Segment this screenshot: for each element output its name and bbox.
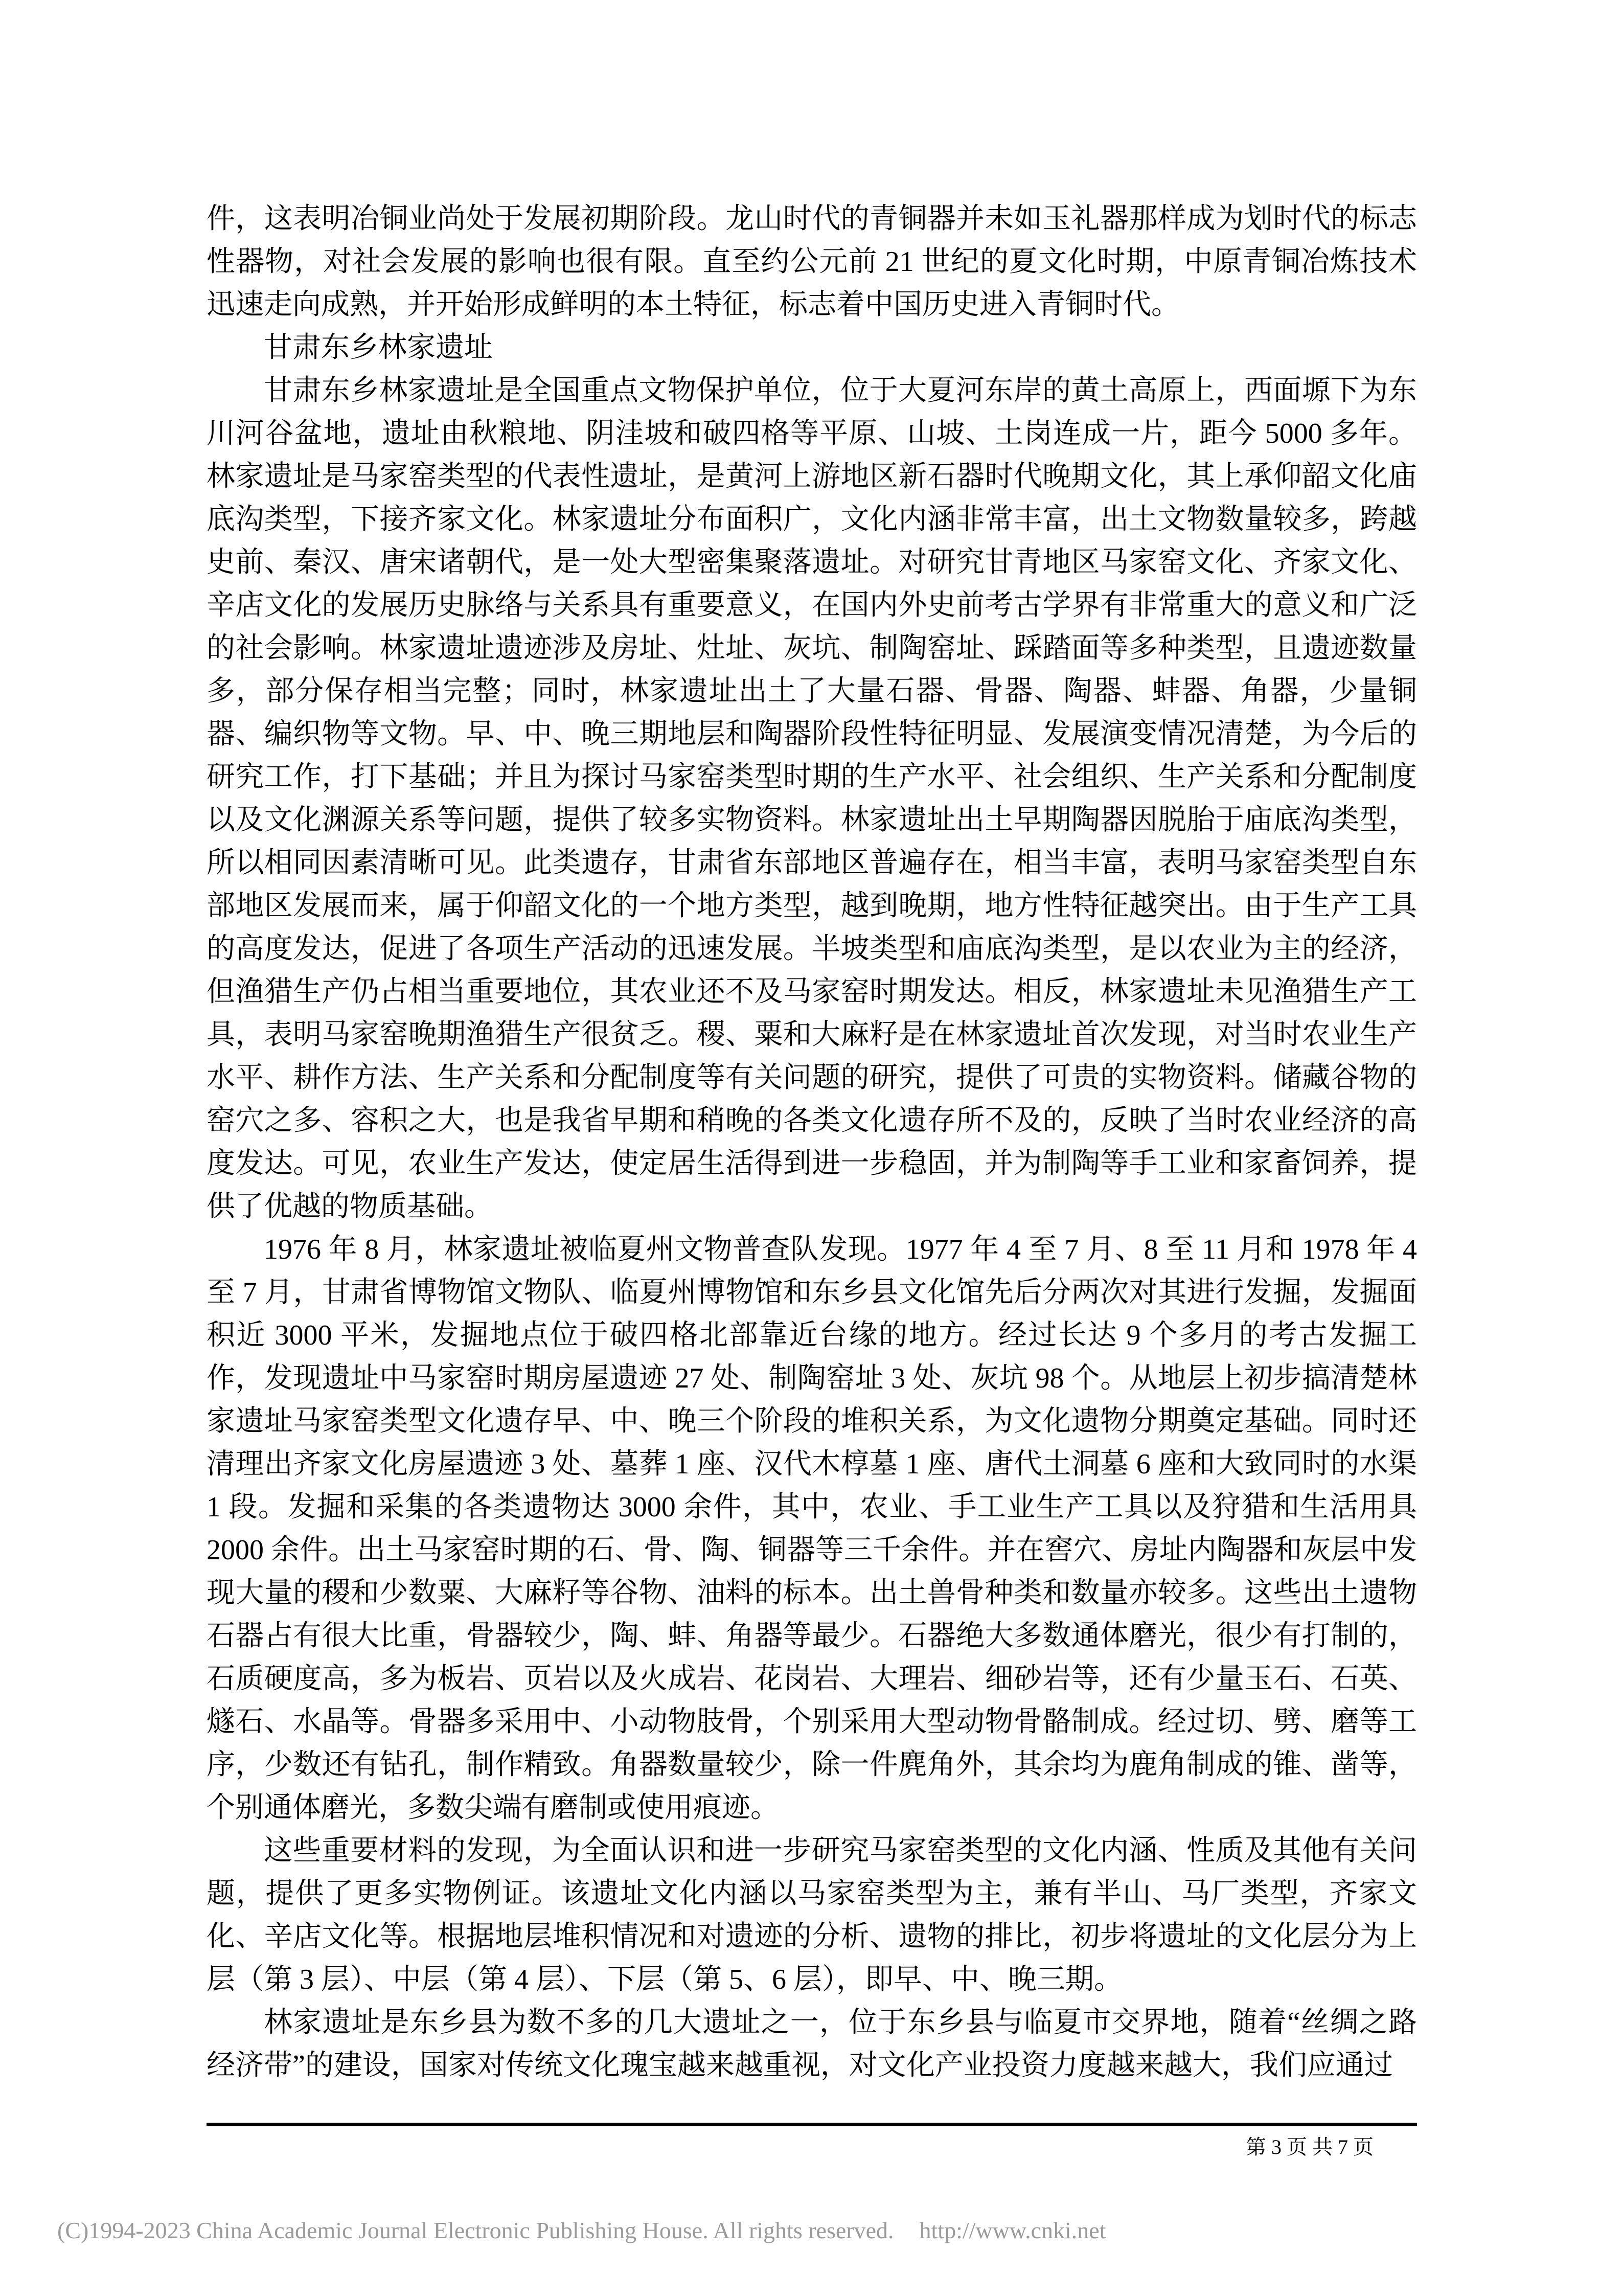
page-number: 第 3 页 共 7 页 bbox=[1246, 2135, 1374, 2158]
section-heading: 甘肃东乡林家遗址 bbox=[264, 332, 493, 363]
paragraph-continuation: 件，这表明冶铜业尚处于发展初期阶段。龙山时代的青铜器并未如玉礼器那样成为划时代的标志性器物，对社会发展的影响也很有限。直至约公元前 21 世纪的夏文化时期，中原青铜冶炼技术迅速走向成熟，并开始形成鲜明的本土特征，标志着中国历史进入青铜时代。 bbox=[207, 203, 1417, 321]
paragraph-stratigraphy: 这些重要材料的发现，为全面认识和进一步研究马家窑类型的文化内涵、性质及其他有关问题，提供了更多实物例证。该遗址文化内涵以马家窑类型为主，兼有半山、马厂类型，齐家文化、辛店文化等。根据地层堆积情况和对遗迹的分析、遗物的排比，初步将遗址的文化层分为上层（第 3 层）、中层（第 4 层）、下层（第 5、6 层），即早、中、晚三期。 bbox=[207, 1835, 1417, 1995]
copyright-bar bbox=[57, 2217, 1570, 2244]
paragraph-site-overview: 甘肃东乡林家遗址是全国重点文物保护单位，位于大夏河东岸的黄土高原上，西面塬下为东川河谷盆地，遗址由秋粮地、阴洼坡和破四格等平原、山坡、土岗连成一片，距今 5000 多年。林家遗址是马家窑类型的代表性遗址，是黄河上游地区新石器时代晚期文化，其上承仰韶文化庙底沟类型，下接齐家文化。林家遗址分布面积广，文化内涵非常丰富，出土文物数量较多，跨越史前、秦汉、唐宋诸朝代，是一处大型密集聚落遗址。对研究甘青地区马家窑文化、齐家文化、辛店文化的发展历史脉络与关系具有重要意义，在国内外史前考古学界有非常重大的意义和广泛的社会影响。林家遗址遗迹涉及房址、灶址、灰坑、制陶窑址、踩踏面等多种类型，且遗迹数量多，部分保存相当完整；同时，林家遗址出土了大量石器、骨器、陶器、蚌器、角器，少量铜器、编织物等文物。早、中、晚三期地层和陶器阶段性特征明显、发展演变情况清楚，为今后的研究工作，打下基础；并且为探讨马家窑类型时期的生产水平、社会组织、生产关系和分配制度以及文化渊源关系等问题，提供了较多实物资料。林家遗址出土早期陶器因脱胎于庙底沟类型，所以相同因素清晰可见。此类遗存，甘肃省东部地区普遍存在，相当丰富，表明马家窑类型自东部地区发展而来，属于仰韶文化的一个地方类型，越到晚期，地方性特征越突出。由于生产工具的高度发达，促进了各项生产活动的迅速发展。半坡类型和庙底沟类型，是以农业为主的经济，但渔猎生产仍占相当重要地位，其农业还不及马家窑时期发达。相反，林家遗址未见渔猎生产工具，表明马家窑晚期渔猎生产很贫乏。稷、粟和大麻籽是在林家遗址首次发现，对当时农业生产水平、耕作方法、生产关系和分配制度等有关问题的研究，提供了可贵的实物资料。储藏谷物的窑穴之多、容积之大，也是我省早期和稍晚的各类文化遗存所不及的，反映了当时农业经济的高度发达。可见，农业生产发达，使定居生活得到进一步稳固，并为制陶等手工业和家畜饲养，提供了优越的物质基础。 bbox=[207, 375, 1417, 1222]
cnki-url: http://www.cnki.net bbox=[919, 2217, 1106, 2243]
copyright-text: (C)1994-2023 China Academic Journal Electronic Publishing House. All rights reserved. bbox=[57, 2217, 894, 2243]
footer-divider bbox=[207, 2123, 1417, 2126]
paragraph-excavation-history: 1976 年 8 月，林家遗址被临夏州文物普查队发现。1977 年 4 至 7 月、8 至 11 月和 1978 年 4 至 7 月，甘肃省博物馆文物队、临夏州博物馆和东乡县文化馆先后分两次对其进行发掘，发掘面积近 3000 平米，发掘地点位于破四格北部靠近台缘的地方。经过长达 9 个多月的考古发掘工作，发现遗址中马家窑时期房屋遗迹 27 处、制陶窑址 3 处、灰坑 98 个。从地层上初步搞清楚林家遗址马家窑类型文化遗存早、中、晚三个阶段的堆积关系，为文化遗物分期奠定基础。同时还清理出齐家文化房屋遗迹 3 处、墓葬 1 座、汉代木椁墓 1 座、唐代土洞墓 6 座和大致同时的水渠 1 段。发掘和采集的各类遗物达 3000 余件，其中，农业、手工业生产工具以及狩猎和生活用具 2000 余件。出土马家窑时期的石、骨、陶、铜器等三千余件。并在窖穴、房址内陶器和灰层中发现大量的稷和少数粟、大麻籽等谷物、油料的标本。出土兽骨种类和数量亦较多。这些出土遗物石器占有很大比重，骨器较少，陶、蚌、角器等最少。石器绝大多数通体磨光，很少有打制的，石质硬度高，多为板岩、页岩以及火成岩、花岗岩、大理岩、细砂岩等，还有少量玉石、石英、燧石、水晶等。骨器多采用中、小动物肢骨，个别采用大型动物骨骼制成。经过切、劈、磨等工序，少数还有钻孔，制作精致。角器数量较少，除一件麂角外，其余均为鹿角制成的锥、凿等，个别通体磨光，多数尖端有磨制或使用痕迹。 bbox=[207, 1234, 1417, 1824]
paragraph-conclusion: 林家遗址是东乡县为数不多的几大遗址之一，位于东乡县与临夏市交界地，随着“丝绸之路经济带”的建设，国家对传统文化瑰宝越来越重视，对文化产业投资力度越来越大，我们应通过 bbox=[207, 2007, 1417, 2081]
body-text bbox=[207, 197, 1417, 2087]
